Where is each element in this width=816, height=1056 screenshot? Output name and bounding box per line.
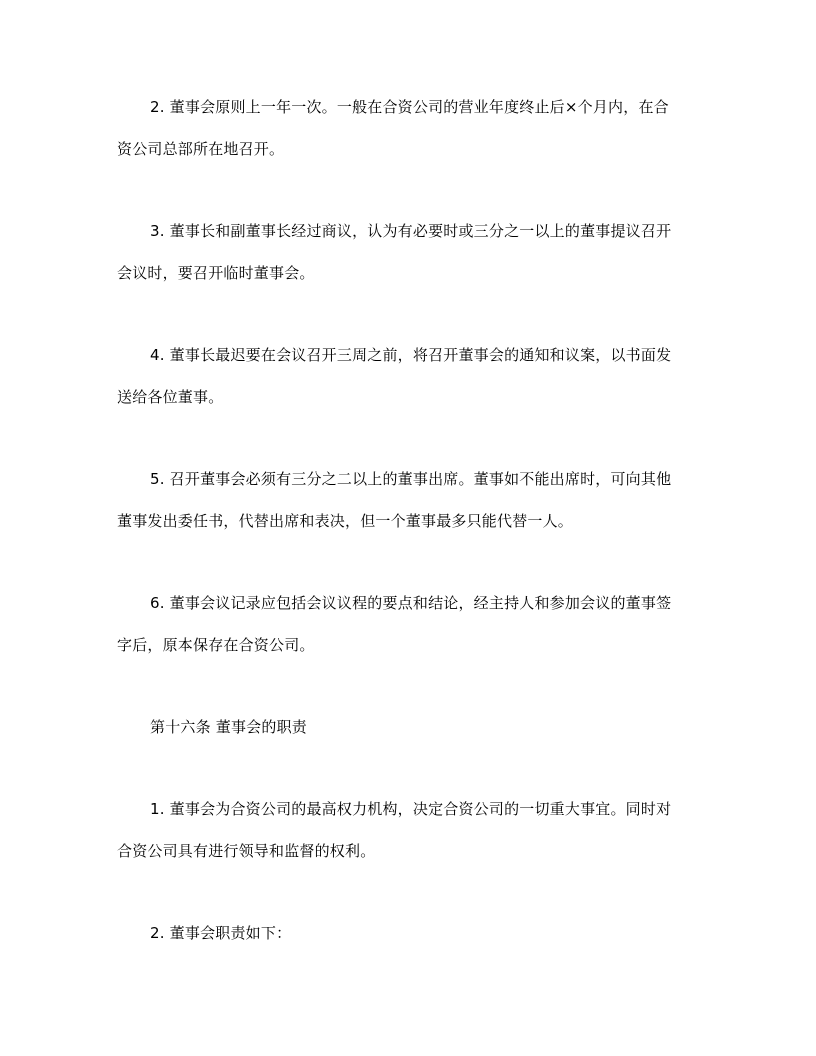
paragraph-5-line-2: 董事发出委任书，代替出席和表决，但一个董事最多只能代替一人。 [117, 512, 574, 530]
paragraph-2-line-2: 资公司总部所在地召开。 [117, 140, 285, 158]
article-paragraph-1-line-1: 1. 董事会为合资公司的最高权力机构，决定合资公司的一切重大事宜。同时对 [150, 800, 672, 818]
article-paragraph-2-line-1: 2. 董事会职责如下： [150, 924, 292, 942]
paragraph-3-line-1: 3. 董事长和副董事长经过商议，认为有必要时或三分之一以上的董事提议召开 [150, 222, 672, 240]
paragraph-5-line-1: 5. 召开董事会必须有三分之二以上的董事出席。董事如不能出席时，可向其他 [150, 470, 672, 488]
article-heading: 第十六条 董事会的职责 [150, 718, 307, 736]
paragraph-3-line-2: 会议时，要召开临时董事会。 [117, 264, 315, 282]
paragraph-4-line-2: 送给各位董事。 [117, 388, 224, 406]
paragraph-4-line-1: 4. 董事长最迟要在会议召开三周之前，将召开董事会的通知和议案，以书面发 [150, 346, 672, 364]
paragraph-6-line-2: 字后，原本保存在合资公司。 [117, 636, 315, 654]
paragraph-2-line-1: 2. 董事会原则上一年一次。一般在合资公司的营业年度终止后×个月内，在合 [150, 98, 669, 116]
paragraph-6-line-1: 6. 董事会议记录应包括会议议程的要点和结论，经主持人和参加会议的董事签 [150, 594, 672, 612]
article-paragraph-1-line-2: 合资公司具有进行领导和监督的权利。 [117, 842, 376, 860]
